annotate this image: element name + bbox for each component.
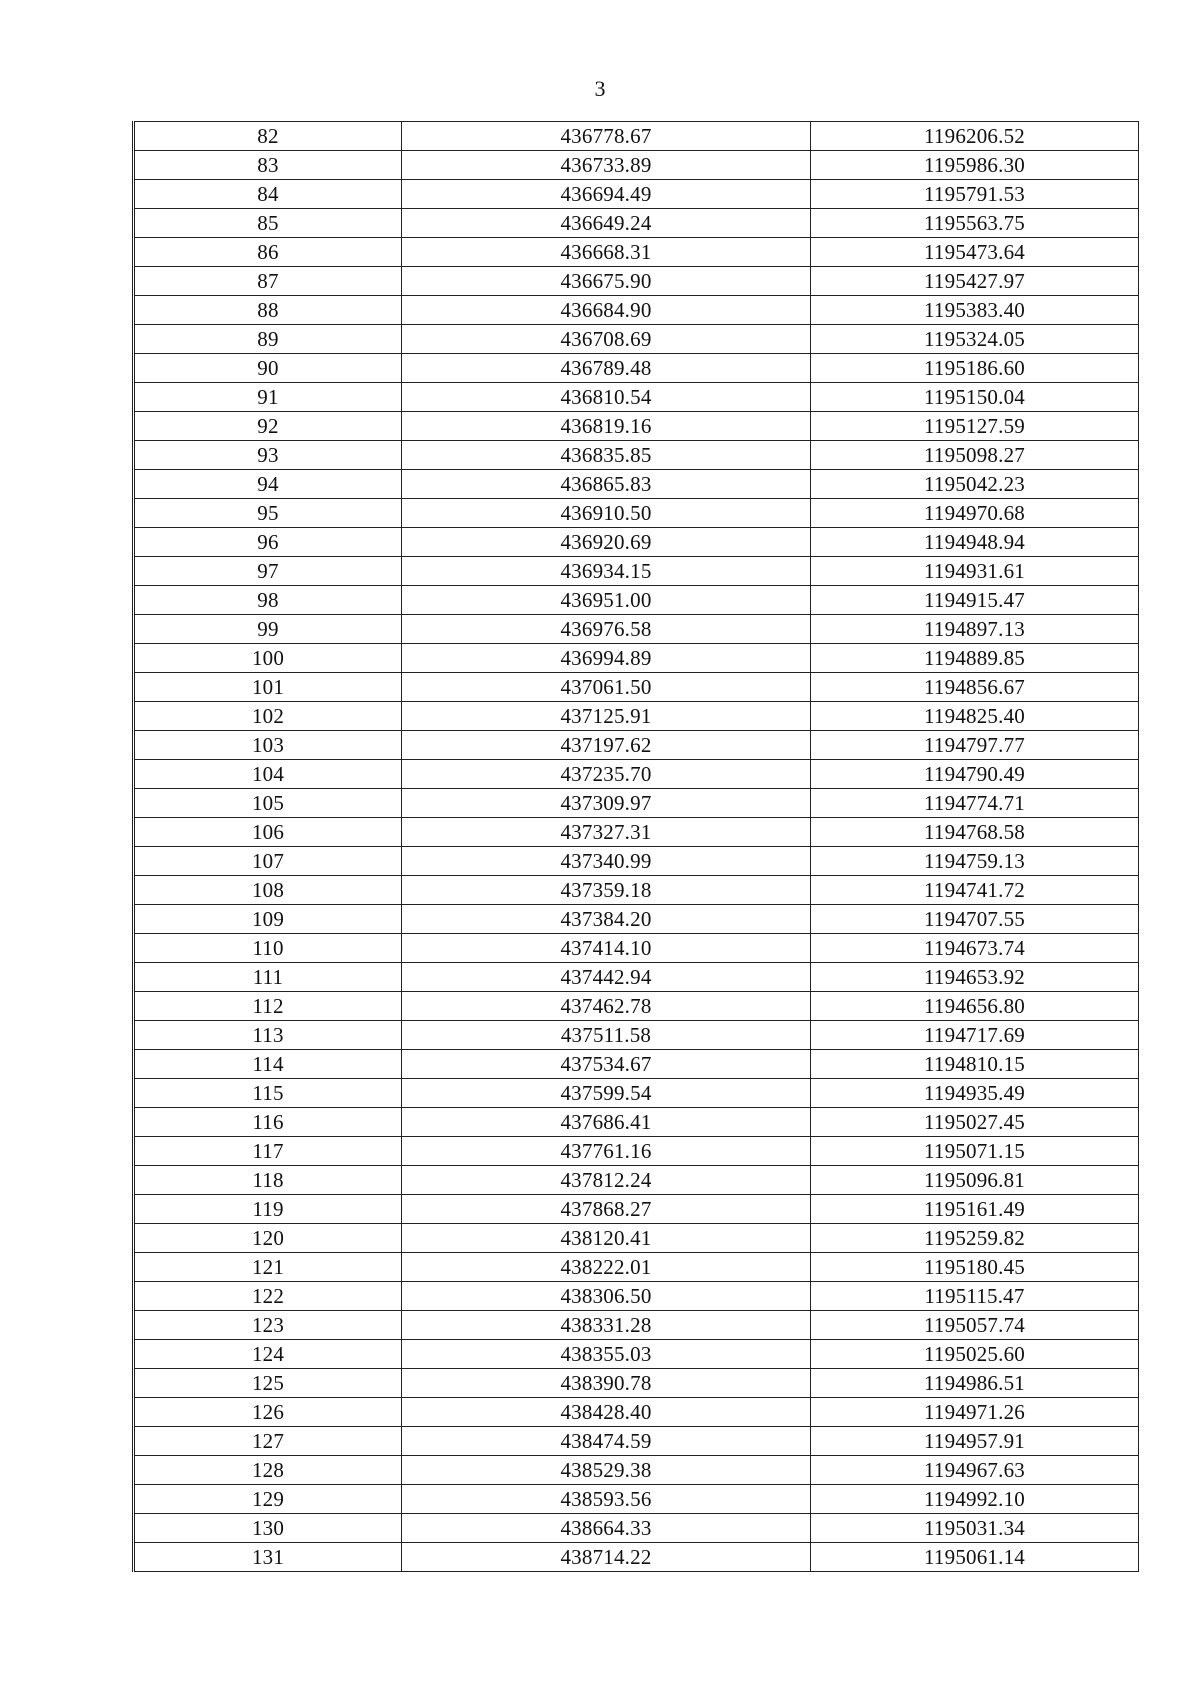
table-row (134, 1137, 1139, 1166)
point-number-cell: 103 (134, 731, 402, 760)
x-coordinate-cell: 438714.22 (402, 1543, 811, 1572)
y-coordinate-cell: 1195027.45 (811, 1108, 1139, 1137)
table-row (134, 180, 1139, 209)
point-number-cell: 97 (134, 557, 402, 586)
y-coordinate-cell: 1195180.45 (811, 1253, 1139, 1282)
x-coordinate-cell: 437414.10 (402, 934, 811, 963)
y-coordinate-cell: 1194797.77 (811, 731, 1139, 760)
table-row (134, 992, 1139, 1021)
y-coordinate-cell: 1195150.04 (811, 383, 1139, 412)
table-row (134, 1543, 1139, 1572)
point-number-cell: 120 (134, 1224, 402, 1253)
table-row (134, 702, 1139, 731)
x-coordinate-cell: 438593.56 (402, 1485, 811, 1514)
y-coordinate-cell: 1195025.60 (811, 1340, 1139, 1369)
point-number-cell: 126 (134, 1398, 402, 1427)
point-number-cell: 94 (134, 470, 402, 499)
point-number-cell: 127 (134, 1427, 402, 1456)
table-row (134, 296, 1139, 325)
table-row (134, 1427, 1139, 1456)
x-coordinate-cell: 437442.94 (402, 963, 811, 992)
y-coordinate-cell: 1195259.82 (811, 1224, 1139, 1253)
x-coordinate-cell: 437511.58 (402, 1021, 811, 1050)
x-coordinate-cell: 437327.31 (402, 818, 811, 847)
y-coordinate-cell: 1194970.68 (811, 499, 1139, 528)
y-coordinate-cell: 1194897.13 (811, 615, 1139, 644)
point-number-cell: 123 (134, 1311, 402, 1340)
point-number-cell: 122 (134, 1282, 402, 1311)
point-number-cell: 91 (134, 383, 402, 412)
point-number-cell: 125 (134, 1369, 402, 1398)
table-row (134, 267, 1139, 296)
x-coordinate-cell: 436920.69 (402, 528, 811, 557)
table-row (134, 673, 1139, 702)
table-row (134, 325, 1139, 354)
table-row (134, 238, 1139, 267)
point-number-cell: 99 (134, 615, 402, 644)
point-number-cell: 109 (134, 905, 402, 934)
table-row (134, 122, 1139, 151)
table-row (134, 1224, 1139, 1253)
point-number-cell: 112 (134, 992, 402, 1021)
point-number-cell: 114 (134, 1050, 402, 1079)
y-coordinate-cell: 1195071.15 (811, 1137, 1139, 1166)
y-coordinate-cell: 1195563.75 (811, 209, 1139, 238)
y-coordinate-cell: 1194741.72 (811, 876, 1139, 905)
point-number-cell: 124 (134, 1340, 402, 1369)
point-number-cell: 131 (134, 1543, 402, 1572)
y-coordinate-cell: 1194986.51 (811, 1369, 1139, 1398)
y-coordinate-cell: 1194971.26 (811, 1398, 1139, 1427)
point-number-cell: 106 (134, 818, 402, 847)
table-row (134, 557, 1139, 586)
point-number-cell: 100 (134, 644, 402, 673)
x-coordinate-cell: 438306.50 (402, 1282, 811, 1311)
point-number-cell: 85 (134, 209, 402, 238)
point-number-cell: 119 (134, 1195, 402, 1224)
y-coordinate-cell: 1194856.67 (811, 673, 1139, 702)
y-coordinate-cell: 1195042.23 (811, 470, 1139, 499)
x-coordinate-cell: 437534.67 (402, 1050, 811, 1079)
x-coordinate-cell: 436708.69 (402, 325, 811, 354)
x-coordinate-cell: 437384.20 (402, 905, 811, 934)
table-row (134, 1369, 1139, 1398)
y-coordinate-cell: 1195427.97 (811, 267, 1139, 296)
table-row (134, 1456, 1139, 1485)
x-coordinate-cell: 437359.18 (402, 876, 811, 905)
table-row (134, 1398, 1139, 1427)
y-coordinate-cell: 1195061.14 (811, 1543, 1139, 1572)
table-row (134, 876, 1139, 905)
point-number-cell: 104 (134, 760, 402, 789)
x-coordinate-cell: 437686.41 (402, 1108, 811, 1137)
x-coordinate-cell: 438664.33 (402, 1514, 811, 1543)
table-row (134, 789, 1139, 818)
x-coordinate-cell: 436789.48 (402, 354, 811, 383)
x-coordinate-cell: 438120.41 (402, 1224, 811, 1253)
y-coordinate-cell: 1195161.49 (811, 1195, 1139, 1224)
point-number-cell: 95 (134, 499, 402, 528)
table-row (134, 818, 1139, 847)
x-coordinate-cell: 437125.91 (402, 702, 811, 731)
point-number-cell: 96 (134, 528, 402, 557)
x-coordinate-cell: 437599.54 (402, 1079, 811, 1108)
table-row (134, 644, 1139, 673)
x-coordinate-cell: 436976.58 (402, 615, 811, 644)
point-number-cell: 111 (134, 963, 402, 992)
x-coordinate-cell: 436694.49 (402, 180, 811, 209)
x-coordinate-cell: 436668.31 (402, 238, 811, 267)
table-row (134, 586, 1139, 615)
point-number-cell: 121 (134, 1253, 402, 1282)
y-coordinate-cell: 1195115.47 (811, 1282, 1139, 1311)
y-coordinate-cell: 1195057.74 (811, 1311, 1139, 1340)
x-coordinate-cell: 436835.85 (402, 441, 811, 470)
point-number-cell: 98 (134, 586, 402, 615)
x-coordinate-cell: 436910.50 (402, 499, 811, 528)
y-coordinate-cell: 1195127.59 (811, 412, 1139, 441)
point-number-cell: 90 (134, 354, 402, 383)
table-row (134, 1079, 1139, 1108)
coordinate-table-body (134, 122, 1139, 1572)
x-coordinate-cell: 438331.28 (402, 1311, 811, 1340)
point-number-cell: 93 (134, 441, 402, 470)
point-number-cell: 105 (134, 789, 402, 818)
y-coordinate-cell: 1194653.92 (811, 963, 1139, 992)
y-coordinate-cell: 1194948.94 (811, 528, 1139, 557)
y-coordinate-cell: 1194915.47 (811, 586, 1139, 615)
y-coordinate-cell: 1195383.40 (811, 296, 1139, 325)
y-coordinate-cell: 1194656.80 (811, 992, 1139, 1021)
y-coordinate-cell: 1195324.05 (811, 325, 1139, 354)
x-coordinate-cell: 437061.50 (402, 673, 811, 702)
point-number-cell: 117 (134, 1137, 402, 1166)
point-number-cell: 116 (134, 1108, 402, 1137)
x-coordinate-cell: 438222.01 (402, 1253, 811, 1282)
point-number-cell: 107 (134, 847, 402, 876)
point-number-cell: 89 (134, 325, 402, 354)
x-coordinate-cell: 438428.40 (402, 1398, 811, 1427)
x-coordinate-cell: 437761.16 (402, 1137, 811, 1166)
table-row (134, 1485, 1139, 1514)
x-coordinate-cell: 436934.15 (402, 557, 811, 586)
x-coordinate-cell: 436684.90 (402, 296, 811, 325)
x-coordinate-cell: 436819.16 (402, 412, 811, 441)
table-row (134, 470, 1139, 499)
y-coordinate-cell: 1194810.15 (811, 1050, 1139, 1079)
table-row (134, 499, 1139, 528)
x-coordinate-cell: 438390.78 (402, 1369, 811, 1398)
point-number-cell: 129 (134, 1485, 402, 1514)
point-number-cell: 113 (134, 1021, 402, 1050)
table-row (134, 1050, 1139, 1079)
y-coordinate-cell: 1194992.10 (811, 1485, 1139, 1514)
y-coordinate-cell: 1195098.27 (811, 441, 1139, 470)
x-coordinate-cell: 436951.00 (402, 586, 811, 615)
table-row (134, 1108, 1139, 1137)
table-row (134, 1253, 1139, 1282)
table-row (134, 1311, 1139, 1340)
point-number-cell: 88 (134, 296, 402, 325)
table-row (134, 209, 1139, 238)
point-number-cell: 130 (134, 1514, 402, 1543)
point-number-cell: 87 (134, 267, 402, 296)
x-coordinate-cell: 436810.54 (402, 383, 811, 412)
point-number-cell: 128 (134, 1456, 402, 1485)
x-coordinate-cell: 438474.59 (402, 1427, 811, 1456)
table-row (134, 412, 1139, 441)
point-number-cell: 83 (134, 151, 402, 180)
y-coordinate-cell: 1194774.71 (811, 789, 1139, 818)
table-row (134, 963, 1139, 992)
x-coordinate-cell: 436649.24 (402, 209, 811, 238)
y-coordinate-cell: 1194931.61 (811, 557, 1139, 586)
table-row (134, 847, 1139, 876)
table-row (134, 1166, 1139, 1195)
x-coordinate-cell: 436778.67 (402, 122, 811, 151)
y-coordinate-cell: 1194673.74 (811, 934, 1139, 963)
point-number-cell: 84 (134, 180, 402, 209)
y-coordinate-cell: 1194759.13 (811, 847, 1139, 876)
table-row (134, 1021, 1139, 1050)
table-row (134, 151, 1139, 180)
coordinate-table (132, 121, 1139, 1572)
y-coordinate-cell: 1196206.52 (811, 122, 1139, 151)
table-row (134, 1195, 1139, 1224)
point-number-cell: 115 (134, 1079, 402, 1108)
point-number-cell: 101 (134, 673, 402, 702)
y-coordinate-cell: 1194825.40 (811, 702, 1139, 731)
y-coordinate-cell: 1194957.91 (811, 1427, 1139, 1456)
x-coordinate-cell: 436675.90 (402, 267, 811, 296)
table-row (134, 731, 1139, 760)
table-row (134, 441, 1139, 470)
table-row (134, 383, 1139, 412)
table-row (134, 760, 1139, 789)
x-coordinate-cell: 437340.99 (402, 847, 811, 876)
x-coordinate-cell: 436865.83 (402, 470, 811, 499)
y-coordinate-cell: 1194707.55 (811, 905, 1139, 934)
y-coordinate-cell: 1195473.64 (811, 238, 1139, 267)
point-number-cell: 102 (134, 702, 402, 731)
x-coordinate-cell: 437812.24 (402, 1166, 811, 1195)
table-row (134, 934, 1139, 963)
y-coordinate-cell: 1194717.69 (811, 1021, 1139, 1050)
x-coordinate-cell: 436994.89 (402, 644, 811, 673)
x-coordinate-cell: 437235.70 (402, 760, 811, 789)
point-number-cell: 92 (134, 412, 402, 441)
y-coordinate-cell: 1195096.81 (811, 1166, 1139, 1195)
y-coordinate-cell: 1195986.30 (811, 151, 1139, 180)
table-row (134, 1514, 1139, 1543)
y-coordinate-cell: 1194935.49 (811, 1079, 1139, 1108)
y-coordinate-cell: 1194790.49 (811, 760, 1139, 789)
table-row (134, 615, 1139, 644)
x-coordinate-cell: 438529.38 (402, 1456, 811, 1485)
point-number-cell: 110 (134, 934, 402, 963)
x-coordinate-cell: 437868.27 (402, 1195, 811, 1224)
y-coordinate-cell: 1194768.58 (811, 818, 1139, 847)
x-coordinate-cell: 437462.78 (402, 992, 811, 1021)
y-coordinate-cell: 1194889.85 (811, 644, 1139, 673)
page-number: 3 (594, 76, 606, 101)
x-coordinate-cell: 437309.97 (402, 789, 811, 818)
point-number-cell: 82 (134, 122, 402, 151)
table-row (134, 1282, 1139, 1311)
x-coordinate-cell: 437197.62 (402, 731, 811, 760)
point-number-cell: 86 (134, 238, 402, 267)
point-number-cell: 108 (134, 876, 402, 905)
y-coordinate-cell: 1195791.53 (811, 180, 1139, 209)
y-coordinate-cell: 1195186.60 (811, 354, 1139, 383)
y-coordinate-cell: 1194967.63 (811, 1456, 1139, 1485)
x-coordinate-cell: 436733.89 (402, 151, 811, 180)
y-coordinate-cell: 1195031.34 (811, 1514, 1139, 1543)
x-coordinate-cell: 438355.03 (402, 1340, 811, 1369)
table-row (134, 905, 1139, 934)
table-row (134, 528, 1139, 557)
table-row (134, 1340, 1139, 1369)
point-number-cell: 118 (134, 1166, 402, 1195)
table-row (134, 354, 1139, 383)
